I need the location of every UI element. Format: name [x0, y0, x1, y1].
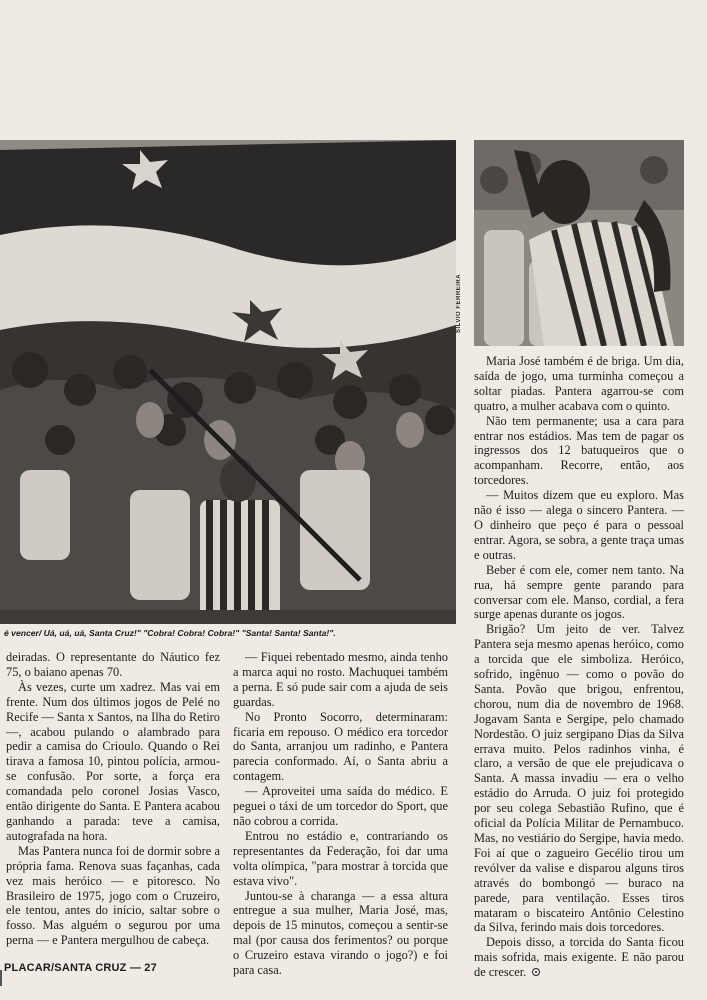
paragraph: No Pronto Socorro, determinaram: ficaria em repouso. O médico era torcedor do Santa, arranjou um radinho, e Pantera parecia conformado. Aí, o Santa abriu a contagem. — [233, 709, 448, 784]
paragraph: — Aproveitei uma saída do médico. E peguei o táxi de um torcedor do Sport, que não cobrou a corrida. — [233, 784, 448, 828]
paragraph: Às vezes, curte um xadrez. Mas vai em frente. Num dos últimos jogos de Pelé no Recife — Santa x Santos, na Ilha do Retiro —, acabou pulando o alambrado para pedir a camisa do Crioulo. Quando o Rei tirava a famosa 10, pintou polícia, armou-se confusão. Por sorte, a força era comandada pelo coronel Josias Vasco, então dirigente do Santa. E Pantera acabou ganhando a parada: teve a camisa, autografada na hora. — [6, 679, 220, 843]
paragraph: Maria José também é de briga. Um dia, saída de jogo, uma turminha começou a soltar piadas. Pantera agarrou-se com quatro, a mulher acabava com o quinto. — [474, 354, 684, 413]
paragraph: Não tem permanente; usa a cara para entrar nos estádios. Mas tem de pagar os ingressos dos 12 batuqueiros que o acompanham. Recorre, então, aos torcedores. — [474, 413, 684, 488]
paragraph: Entrou no estádio e, contrariando os representantes da Federação, foi dar uma volta olímpica, "para mostrar à torcida que estava vivo". — [233, 828, 448, 888]
paragraph: deiradas. O representante do Náutico fez 75, o baiano apenas 70. — [6, 650, 220, 679]
crowd-flag-illustration — [0, 140, 456, 624]
paragraph: Beber é com ele, comer nem tanto. Na rua, há sempre gente parando para conversar com ele. Manso, cordial, a fera surge apenas durante os jogos. — [474, 562, 684, 622]
photo-caption: é vencer/ Uá, uá, uá, Santa Cruz!" "Cobra! Cobra! Cobra!" "Santa! Santa! Santa!". — [4, 628, 336, 638]
paragraph: Mas Pantera nunca foi de dormir sobre a própria fama. Renova suas façanhas, cada vez mais heróico — e pitoresco. No Brasileiro de 1975, jogo com o Cruzeiro, ele tentou, antes do início, saltar sobre o fosso. Mas alguém o segurou por uma perna — e Pantera mergulhou de cabeça. — [6, 843, 220, 948]
page-folio: PLACAR/SANTA CRUZ — 27 — [4, 962, 157, 974]
paragraph: — Muitos dizem que eu exploro. Mas não é isso — alega o sincero Pantera. — O dinheiro que peço é para o pessoal entrar. Agora, se sobra, a gente traça umas e outras. — [474, 488, 684, 562]
end-of-article-icon — [532, 968, 540, 976]
paragraph: Brigão? Um jeito de ver. Talvez Pantera seja mesmo apenas heróico, como a torcida que ele simboliza. Heróico, sofrido, ingênuo — como o povão do Santa. Povão que brigou, enfrentou, chorou, num dia de novembro de 1968. Jogavam Santa e Sergipe, pelo chamado Nordestão. O juiz sergipano Dias da Silva errava muito. Pelos radinhos vinha, é claro, a versão de que ele prejudicava o Santa. A massa invadiu — era o velho estádio do Arruda. O juiz foi protegido por seu colega Sebastião Rufino, que é oficial da Polícia Militar de Pernambuco. Mas, no vestiário do Sergipe, havia medo. Foi aí que o zagueiro Gecélio tirou um revólver da valise e disparou alguns tiros através do bombongó — buraco na parede, para ventilação. Esses tiros mataram o biscateiro Antônio Celestino da Silva, ferindo mais dois torcedores. — [474, 622, 684, 935]
paragraph: Juntou-se à charanga — a essa altura entregue a sua mulher, Maria José, mas, depois de 15 minutos, começou a sentir-se mal (por causa dos ferimentos? ou porque o Cruzeiro estava virando o jogo?) e foi para casa. — [233, 888, 448, 978]
photo-credit: SILVIO FERREIRA — [456, 273, 462, 333]
article-column-1 — [6, 650, 220, 948]
final-paragraph — [474, 935, 684, 980]
paragraph: — Fiquei rebentado mesmo, ainda tenho a marca aqui no rosto. Machuquei também a perna. E só pude sair com a ajuda de seis guardas. — [233, 650, 448, 709]
page-edge-mark — [0, 970, 2, 986]
pantera-portrait-illustration — [474, 140, 684, 346]
crowd-flag-photo — [0, 140, 456, 624]
pantera-portrait-photo — [474, 140, 684, 346]
paragraph-text: Depois disso, a torcida do Santa ficou mais sofrida, mais exigente. E não parou de crescer. — [474, 935, 684, 980]
article-column-2 — [233, 650, 448, 978]
article-column-3 — [474, 354, 684, 980]
